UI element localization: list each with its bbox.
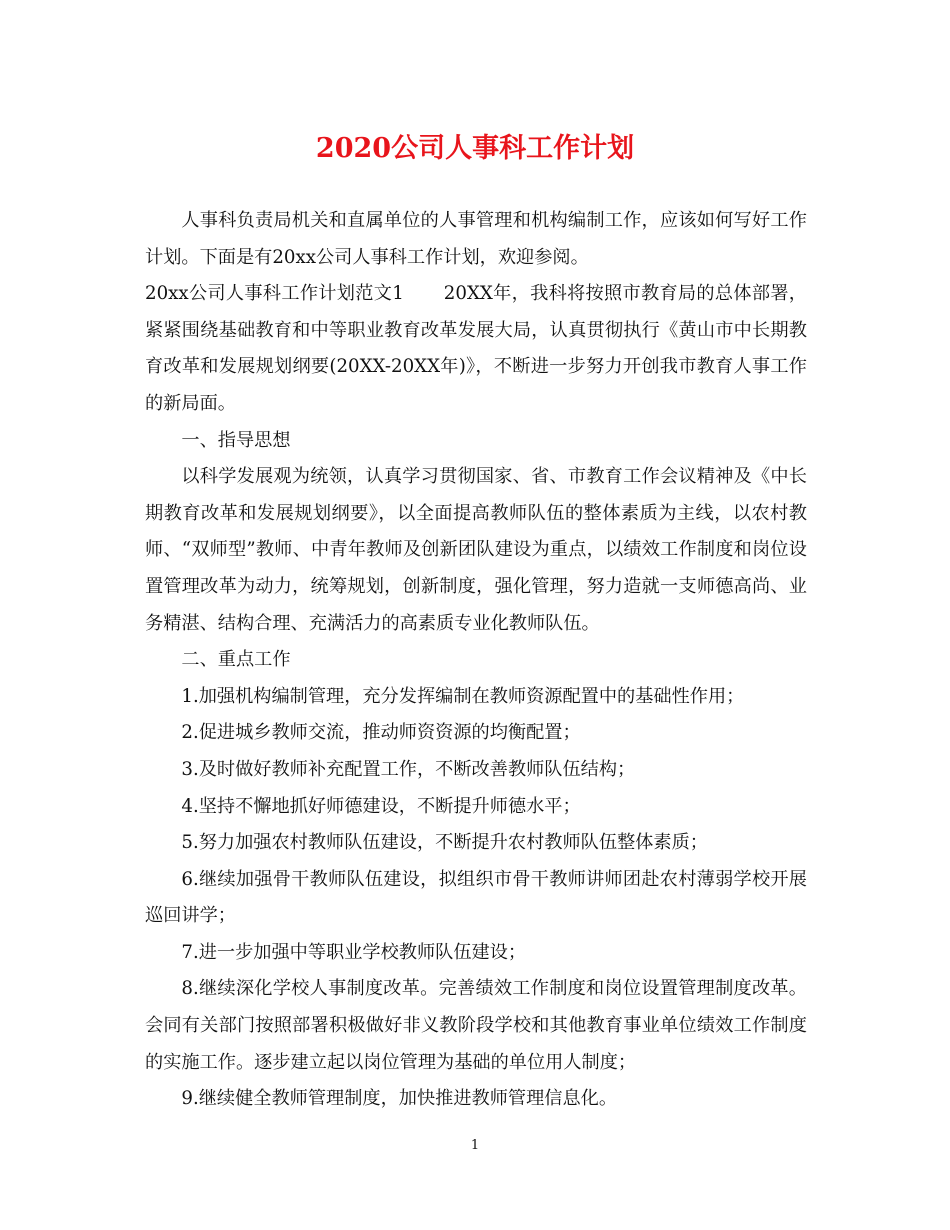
list-item: 3.及时做好教师补充配置工作，不断改善教师队伍结构；	[181, 758, 636, 780]
list-item: 2.促进城乡教师交流，推动师资资源的均衡配置；	[181, 722, 581, 744]
list-item: 9.继续健全教师管理制度，加快推进教师管理信息化。	[181, 1088, 618, 1110]
section-paragraph-guiding-thought: 以科学发展观为统领，认真学习贯彻国家、省、市教育工作会议精神及《中长期教育改革和发展规划纲要》，以全面提高教师队伍的整体素质为主线，以农村教师、“双师型”教师、中青年教师及创新团队建设为重点，以绩效工作制度和岗位设置管理改革为动力，统筹规划，创新制度，强化管理，努力造就一支师德高尚、业务精湛、结构合理、充满活力的高素质专业化教师队伍。	[145, 466, 807, 634]
list-item: 1.加强机构编制管理，充分发挥编制在教师资源配置中的基础性作用；	[181, 685, 745, 707]
list-item: 4.坚持不懈地抓好师德建设，不断提升师德水平；	[181, 795, 581, 817]
intro-paragraph: 人事科负责局机关和直属单位的人事管理和机构编制工作，应该如何写好工作计划。下面是有20xx公司人事科工作计划，欢迎参阅。	[145, 210, 807, 268]
document-title: 2020公司人事科工作计划	[315, 133, 635, 164]
sample-paragraph	[145, 276, 807, 422]
document-body	[145, 203, 807, 1118]
list-item: 6.继续加强骨干教师队伍建设，拟组织市骨干教师讲师团赴农村薄弱学校开展巡回讲学；	[145, 868, 807, 927]
sample-label: 20xx公司人事科工作计划范文1	[145, 283, 404, 305]
list-item: 8.继续深化学校人事制度改革。完善绩效工作制度和岗位设置管理制度改革。会同有关部门按照部署积极做好非义教阶段学校和其他教育事业单位绩效工作制度的实施工作。逐步建立起以岗位管理为基础的单位用人制度；	[145, 978, 807, 1073]
list-item: 7.进一步加强中等职业学校教师队伍建设；	[181, 941, 527, 963]
list-item: 5.努力加强农村教师队伍建设，不断提升农村教师队伍整体素质；	[181, 832, 708, 854]
section-heading-guiding-thought: 一、指导思想	[181, 429, 291, 451]
sample-text: 20XX年，我科将按照市教育局的总体部署，紧紧围绕基础教育和中等职业教育改革发展大局，认真贯彻执行《黄山市中长期教育改革和发展规划纲要(20XX-20XX年)》，不断进一步努力开创我市教育人事工作的新局面。	[145, 283, 807, 414]
page-number: 1	[470, 1138, 480, 1153]
section-heading-key-work: 二、重点工作	[181, 649, 291, 671]
